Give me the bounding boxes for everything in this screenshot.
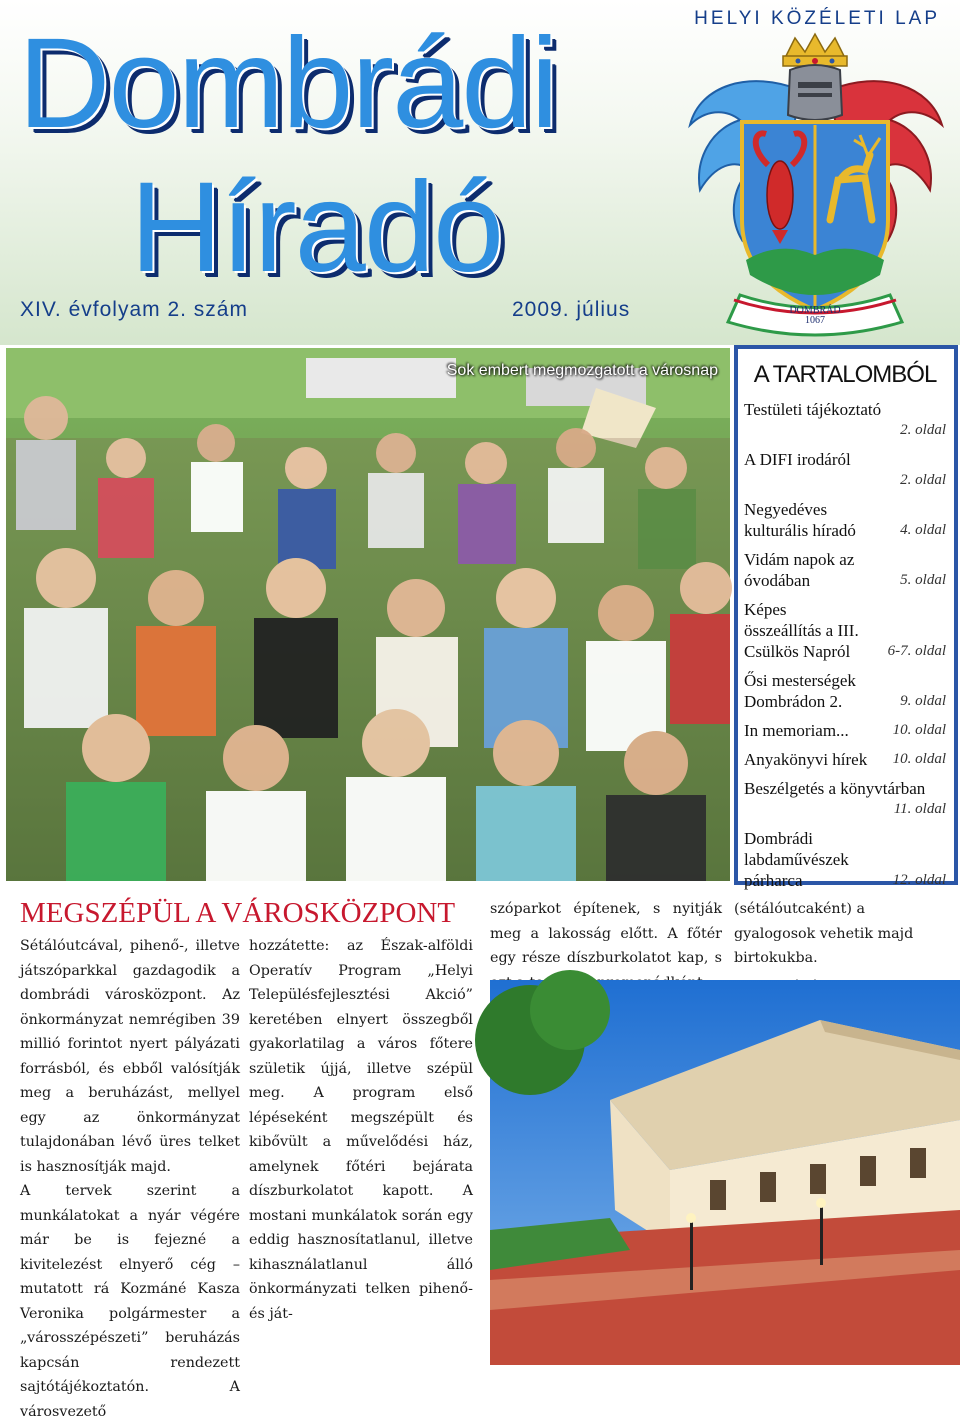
toc-item-title: Beszélgetés a könyvtárban bbox=[744, 779, 926, 798]
toc-item[interactable] bbox=[744, 720, 946, 741]
toc-item-page: 10. oldal bbox=[892, 751, 946, 767]
toc-item-page: 2. oldal bbox=[900, 422, 946, 438]
toc-item[interactable] bbox=[744, 670, 946, 712]
crowd-photo bbox=[6, 348, 730, 881]
toc-item-page: 12. oldal bbox=[892, 872, 946, 888]
photo-caption: Sok embert megmozgatott a városnap bbox=[446, 362, 718, 379]
article-column-1 bbox=[20, 934, 240, 1424]
newspaper-title-line1: Dombrádi bbox=[18, 12, 557, 155]
masthead bbox=[0, 0, 960, 345]
toc-item[interactable] bbox=[744, 778, 946, 820]
toc-item[interactable] bbox=[744, 828, 946, 891]
toc-item-title: Dombrádi labdaművészek párharca bbox=[744, 829, 849, 890]
toc-item-title: In memoriam... bbox=[744, 721, 849, 740]
toc-item-title: Negyedéves kulturális híradó bbox=[744, 500, 856, 540]
table-of-contents bbox=[734, 345, 958, 890]
article-paragraph: hozzátette: az Észak-alföldi Operatív Program „Helyi Településfejlesztési Akció” keretében elnyert összegből gyakorlatilag a város főtere születik újjá, illetve szépül meg. A program első lépéseként megszépült és kibővült a művelődési ház, amelynek főtéri bejárata díszburkolatot kapott. A mostani munkálatok során egy eddig hasznosítatlanul, illetve kihasználatlanul álló önkormányzati telken pihenő- és ját- bbox=[249, 938, 473, 1322]
toc-item[interactable] bbox=[744, 499, 946, 541]
coat-of-arms-icon bbox=[680, 30, 950, 335]
toc-item-page: 9. oldal bbox=[900, 693, 946, 709]
toc-item-page: 5. oldal bbox=[900, 572, 946, 588]
toc-item-page: 2. oldal bbox=[900, 472, 946, 488]
toc-item-page: 11. oldal bbox=[893, 801, 946, 817]
article-column-2 bbox=[249, 934, 473, 1326]
toc-heading: A TARTALOMBÓL bbox=[753, 361, 937, 388]
toc-item-title: A DIFI irodáról bbox=[744, 450, 851, 469]
coat-label-year: 1067 bbox=[805, 315, 825, 326]
crowd-image bbox=[6, 348, 730, 881]
coat-of-arms-label bbox=[782, 306, 848, 326]
masthead-tagline: HELYI KÖZÉLETI LAP bbox=[694, 8, 940, 29]
town-center-rendering bbox=[490, 980, 960, 1365]
toc-item[interactable] bbox=[744, 449, 946, 491]
article-paragraph: szóparkot építenek, s nyitják meg a lakosság előtt. A főtér egy része díszburkolatot kap, s bbox=[490, 901, 722, 966]
issue-date: 2009. július bbox=[512, 298, 631, 321]
article-paragraph: (sétálóutcaként) a gyalogosok vehetik majd birtokukba. bbox=[734, 901, 914, 966]
article-headline: MEGSZÉPÜL A VÁROSKÖZPONT bbox=[20, 897, 456, 929]
toc-item-title: Képes összeállítás a III. Csülkös Napról bbox=[744, 600, 859, 661]
toc-item-page: 6-7. oldal bbox=[887, 643, 946, 659]
coat-label-town: DOMBRÁD bbox=[789, 305, 841, 316]
toc-item-title: Testületi tájékoztató bbox=[744, 400, 882, 419]
toc-item-title: Vidám napok az óvodában bbox=[744, 550, 855, 590]
toc-item-title: Ősi mesterségek Dombrádon 2. bbox=[744, 671, 856, 711]
issue-volume: XIV. évfolyam 2. szám bbox=[20, 298, 248, 321]
toc-item[interactable] bbox=[744, 549, 946, 591]
toc-item-page: 10. oldal bbox=[892, 722, 946, 738]
toc-item[interactable] bbox=[744, 399, 946, 441]
article-paragraph: Sétálóutcával, pihenő-, illetve játszóparkkal gazdagodik a dombrádi városközpont. Az önkormányzat nemrégiben 39 millió forintot nyert pályázati forrásból, és ebből valósítják meg a beruházást, mellyel egy az önkormányzat tulajdonában lévő üres telket is hasznosítják majd. bbox=[20, 938, 240, 1175]
building-image bbox=[490, 980, 960, 1365]
toc-item-title: Anyakönyvi hírek bbox=[744, 750, 868, 769]
newspaper-title-line2: Híradó bbox=[130, 156, 503, 299]
toc-item-page: 4. oldal bbox=[900, 522, 946, 538]
toc-item[interactable] bbox=[744, 599, 946, 662]
toc-item[interactable] bbox=[744, 749, 946, 770]
article-paragraph: A tervek szerint a munkálatokat a nyár végére már be is fejezné a kivitelezést elnyerő cég – mutatott rá Kozmáné Kasza Veronika polgármester a „városszépészeti” beruházás kapcsán rendezett sajtótájékoztatón. A városvezető bbox=[20, 1183, 240, 1420]
